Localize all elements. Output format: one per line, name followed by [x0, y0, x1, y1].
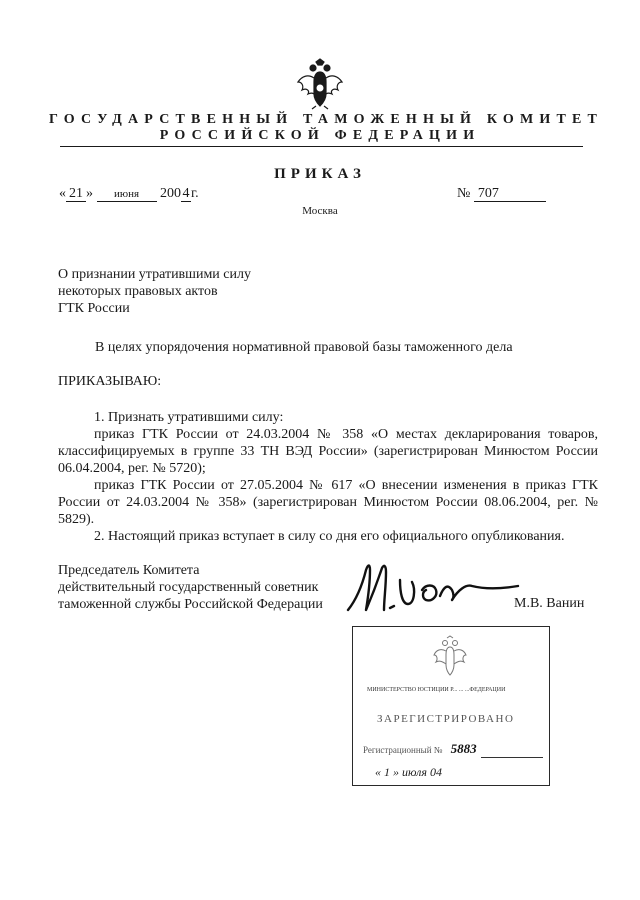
- date-day: 21: [66, 187, 86, 202]
- city: Москва: [302, 205, 338, 217]
- date-year-suffix: г.: [191, 186, 199, 201]
- date-open-quote: «: [59, 186, 66, 201]
- organization-country: РОССИЙСКОЙ ФЕДЕРАЦИИ: [159, 128, 481, 143]
- order-word: ПРИКАЗЫВАЮ:: [58, 374, 162, 389]
- header-divider: [60, 146, 583, 147]
- paragraph-1: [58, 409, 598, 528]
- stamp-reg-label: Регистрационный №: [363, 745, 443, 755]
- order-number: [457, 186, 546, 202]
- signer-title: [58, 562, 323, 613]
- signer-title-line: действительный государственный советник: [58, 580, 319, 595]
- number-label: №: [457, 186, 471, 201]
- stamp-registration-number: [363, 741, 477, 757]
- stamp-date: « 1 » июля 04: [375, 765, 442, 779]
- subject-line: О признании утратившими силу: [58, 267, 251, 282]
- paragraph-1-heading: 1. Признать утратившими силу:: [94, 410, 284, 425]
- registration-stamp: [352, 626, 550, 786]
- date-year-prefix: 200: [160, 186, 181, 201]
- handwritten-signature: [342, 560, 524, 620]
- document-type: ПРИКАЗ: [274, 166, 366, 182]
- paragraph-1-item: приказ ГТК России от 24.03.2004 № 358 «О местах декларирования товаров, классифицируемых в группе 33 ТН ВЭД России» (зарегистрирован Минюстом России 06.04.2004, рег. № 5720);: [58, 427, 598, 476]
- number-value: 707: [474, 187, 546, 202]
- stamp-reg-number: 5883: [450, 741, 477, 756]
- date-close-quote: »: [86, 186, 93, 201]
- subject-line: некоторых правовых актов: [58, 284, 218, 299]
- stamp-ministry: МИНИСТЕРСТВО ЮСТИЦИИ Р... ... ...ФЕДЕРАЦИИ: [367, 687, 506, 693]
- signer-name: М.В. Ванин: [514, 596, 585, 611]
- signer-title-line: таможенной службы Российской Федерации: [58, 597, 323, 612]
- double-headed-eagle-icon: [296, 58, 344, 110]
- order-subject: [58, 266, 251, 317]
- stamp-eagle-icon: [432, 635, 468, 679]
- organization-name: ГОСУДАРСТВЕННЫЙ ТАМОЖЕННЫЙ КОМИТЕТ: [48, 112, 604, 127]
- paragraph-2: 2. Настоящий приказ вступает в силу со дня его официального опубликования.: [94, 529, 565, 544]
- subject-line: ГТК России: [58, 301, 130, 316]
- date-year-digit: 4: [182, 186, 190, 201]
- stamp-reg-underline: [481, 757, 543, 758]
- stamp-registered: ЗАРЕГИСТРИРОВАНО: [377, 713, 515, 725]
- signer-title-line: Председатель Комитета: [58, 563, 200, 578]
- paragraph-1-item: приказ ГТК России от 27.05.2004 № 617 «О внесении изменения в приказ ГТК России от 24.03.2004 № 358» (зарегистрирован Минюстом России 08.06.2004, рег. № 5829).: [58, 478, 598, 527]
- order-date: [59, 186, 199, 202]
- date-month: июня: [97, 187, 157, 202]
- preamble: В целях упорядочения нормативной правовой базы таможенного дела: [95, 340, 513, 355]
